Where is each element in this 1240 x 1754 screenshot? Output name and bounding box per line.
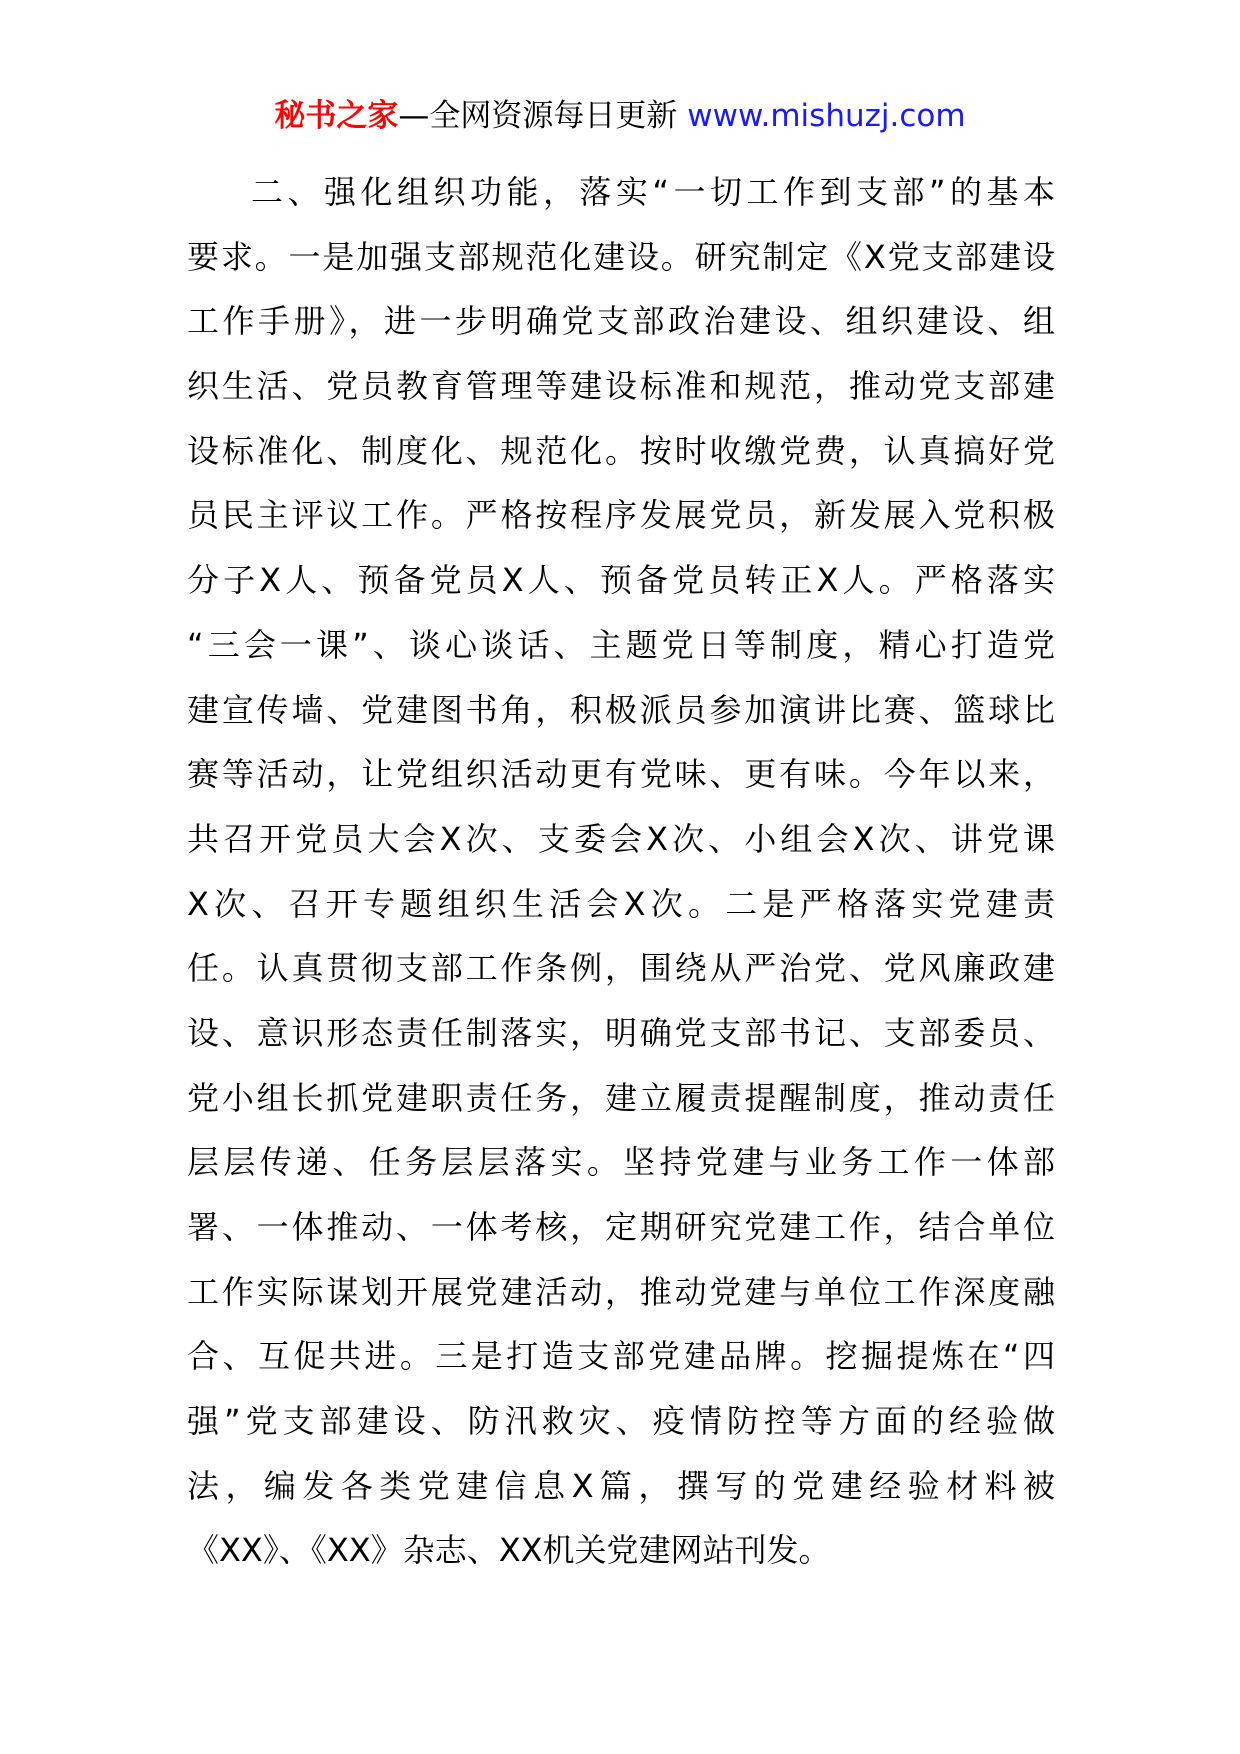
paragraph-line: X次、召开专题组织生活会X次。二是严格落实党建责	[187, 884, 1055, 923]
paragraph-line: 设、意识形态责任制落实，明确党支部书记、支部委员、	[187, 1013, 1055, 1052]
paragraph-line: 署、一体推动、一体考核，定期研究党建工作，结合单位	[187, 1208, 1055, 1246]
paragraph-line: 分子X人、预备党员X人、预备党员转正X人。严格落实	[187, 561, 1055, 600]
paragraph-line: 合、互促共进。三是打造支部党建品牌。挖掘提炼在“四	[187, 1337, 1055, 1376]
paragraph-line: “三会一课”、谈心谈话、主题党日等制度，精心打造党	[187, 625, 1055, 664]
paragraph-line: 任。认真贯彻支部工作条例，围绕从严治党、党风廉政建	[187, 949, 1055, 988]
site-url[interactable]: www.mishuzj.com	[687, 98, 966, 134]
paragraph-line: 法，编发各类党建信息X篇，撰写的党建经验材料被	[187, 1466, 1055, 1505]
body-text	[187, 160, 1055, 1583]
paragraph-line: 二、强化组织功能，落实“一切工作到支部”的基本	[251, 173, 1055, 211]
paragraph-line: 党小组长抓党建职责任务，建立履责提醒制度，推动责任	[187, 1078, 1055, 1117]
paragraph-line: 共召开党员大会X次、支委会X次、小组会X次、讲党课	[187, 819, 1055, 858]
paragraph-line: 设标准化、制度化、规范化。按时收缴党费，认真搞好党	[187, 431, 1055, 470]
paragraph-line: 织生活、党员教育管理等建设标准和规范，推动党支部建	[187, 367, 1055, 406]
paragraph-line: 要求。一是加强支部规范化建设。研究制定《X党支部建设	[187, 237, 1055, 276]
paragraph-line: 赛等活动，让党组织活动更有党味、更有味。今年以来，	[187, 755, 1055, 794]
paragraph-line: 《XX》、《XX》杂志、XX机关党建网站刊发。	[187, 1531, 831, 1570]
brand-name: 秘书之家	[274, 98, 399, 134]
paragraph-line: 工作实际谋划开展党建活动，推动党建与单位工作深度融	[187, 1272, 1055, 1311]
header-tagline: —全网资源每日更新	[398, 98, 688, 134]
paragraph-line: 层层传递、任务层层落实。坚持党建与业务工作一体部	[187, 1143, 1055, 1182]
paragraph-line: 员民主评议工作。严格按程序发展党员，新发展入党积极	[187, 496, 1055, 535]
paragraph-line: 建宣传墙、党建图书角，积极派员参加演讲比赛、篮球比	[187, 690, 1055, 729]
paragraph-line: 强”党支部建设、防汛救灾、疫情防控等方面的经验做	[187, 1402, 1055, 1441]
paragraph-line: 工作手册》，进一步明确党支部政治建设、组织建设、组	[187, 302, 1055, 341]
site-header	[0, 96, 1240, 136]
